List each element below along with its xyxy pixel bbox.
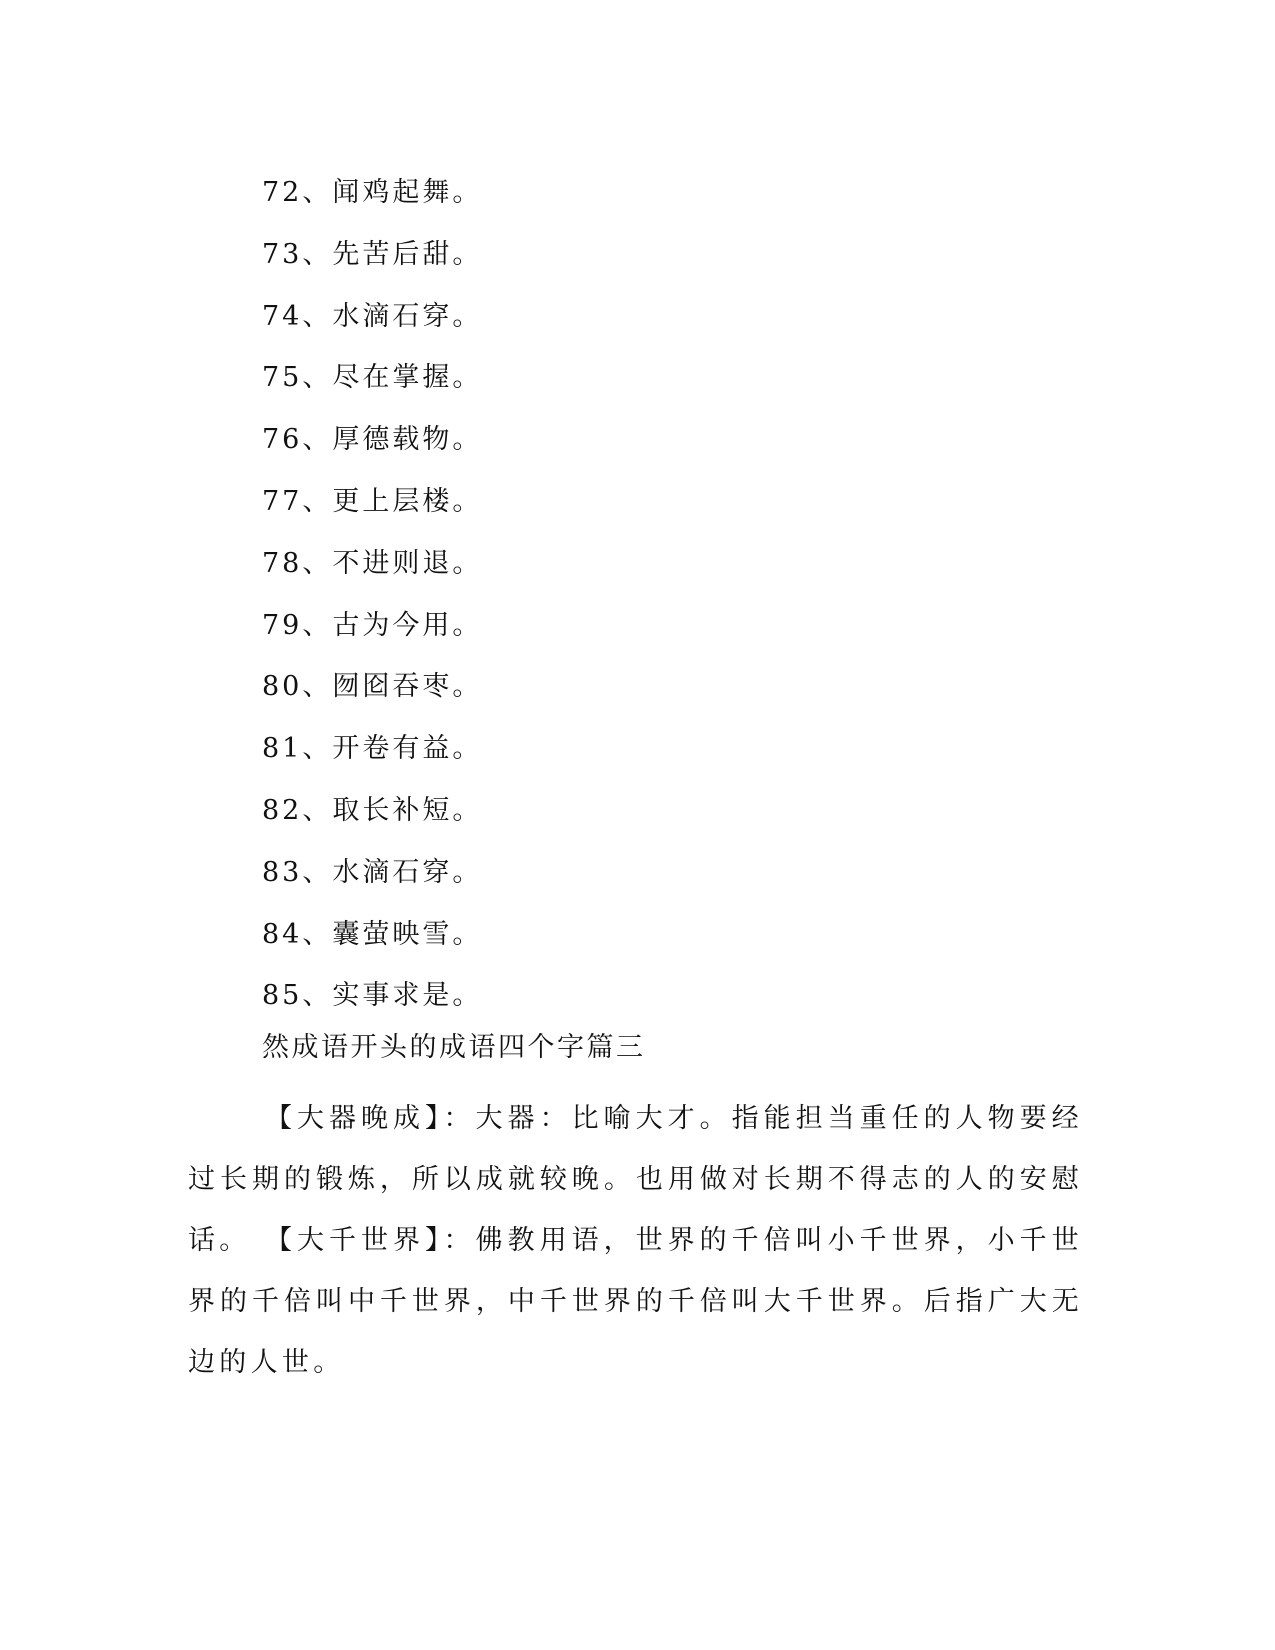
paragraph-da-qian-shi-jie: 【大千世界】：佛教用语，世界的千倍叫小千世界，小千世界的千倍叫中千世界，中千世界的千倍叫大千世界。后指广大无边的人世。 <box>188 1225 1083 1378</box>
list-item: 82、取长补短。 <box>262 794 483 826</box>
paragraph-da-qi-wan-cheng: 【大器晚成】：大器：比喻大才。指能担当重任的人物要经过长期的锻炼，所以成就较晚。也用做对长期不得志的人的安慰话。 <box>188 1103 1083 1256</box>
list-item: 79、古为今用。 <box>262 609 483 641</box>
list-item: 83、水滴石穿。 <box>262 856 483 888</box>
list-item: 75、尽在掌握。 <box>262 362 483 394</box>
list-item: 85、实事求是。 <box>262 980 483 1012</box>
section-heading: 然成语开头的成语四个字篇三 <box>262 1032 646 1063</box>
list-item: 74、水滴石穿。 <box>262 300 483 332</box>
list-item: 77、更上层楼。 <box>262 485 483 517</box>
list-item: 84、囊萤映雪。 <box>262 918 483 950</box>
list-item: 76、厚德载物。 <box>262 424 483 456</box>
list-item: 73、先苦后甜。 <box>262 238 483 270</box>
list-item: 81、开卷有益。 <box>262 733 483 765</box>
list-item: 80、囫囵吞枣。 <box>262 671 483 703</box>
list-item: 72、闻鸡起舞。 <box>262 177 483 208</box>
idiom-list <box>262 162 482 1027</box>
list-item: 78、不进则退。 <box>262 547 483 579</box>
